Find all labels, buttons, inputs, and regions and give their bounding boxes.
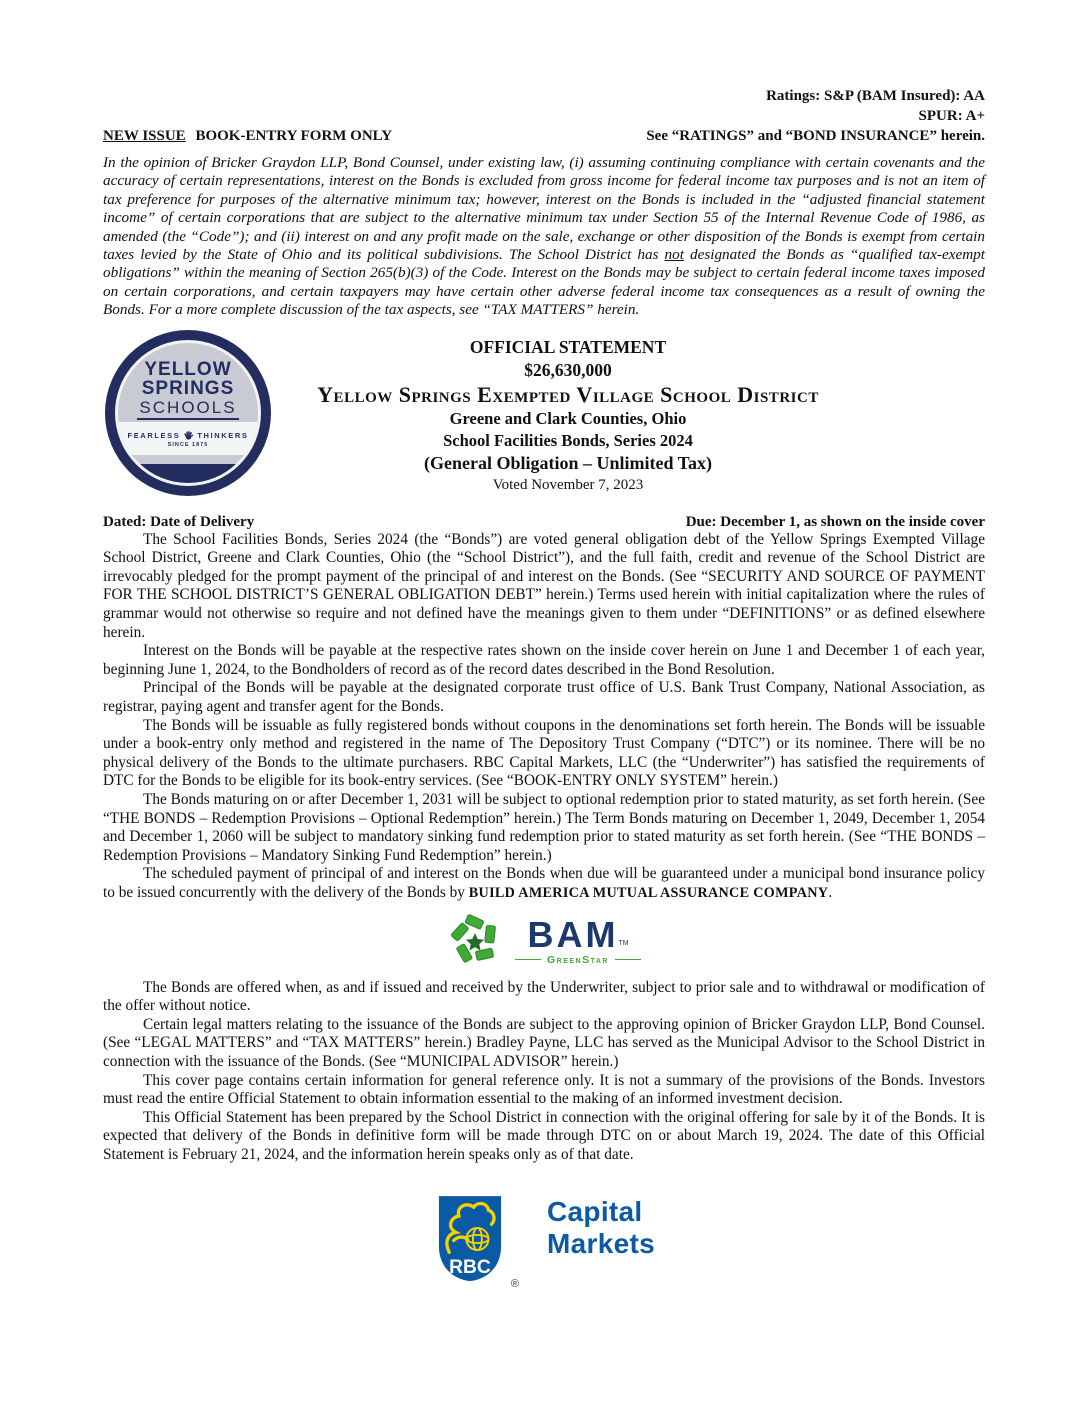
- rbc-shield-wrap: [433, 1186, 520, 1292]
- see-ratings-note: See “RATINGS” and “BOND INSURANCE” herein.: [646, 128, 985, 144]
- trademark-symbol: TM: [618, 939, 629, 947]
- issue-row: [103, 128, 985, 145]
- official-statement-heading: OFFICIAL STATEMENT: [469, 336, 667, 357]
- registered-symbol: ®: [510, 1278, 520, 1291]
- body-paragraph-9: This cover page contains certain information for general reference only. It is not a summary of the provisions of the Bonds. Investors must read the entire Official Statement to obtain information essential to the making of an informed investment decision.: [103, 1071, 985, 1108]
- counties-line: Greene and Clark Counties, Ohio: [449, 408, 687, 428]
- dated-due-row: [103, 514, 985, 531]
- seal-text: [118, 343, 258, 448]
- tagline-rule-left: [515, 959, 541, 960]
- rbc-lion-shield-icon: [433, 1186, 507, 1292]
- motto-thinkers: THINKERS: [197, 430, 249, 440]
- body-paragraph-6: [103, 865, 985, 902]
- seal-line-schools-wrap: [118, 399, 258, 420]
- spur-line: SPUR: A+: [918, 108, 985, 124]
- body-paragraph-1: The School Facilities Bonds, Series 2024 (the “Bonds”) are voted general obligation debt of the Yellow Springs Exempted Village School District, Greene and Clark Counties, Ohio (the “School District”), and the full faith, credit and revenue of the School District are irrevocably pledged for the prompt payment of the principal of and interest on the Bonds. (See “SECURITY AND SOURCE OF PAYMENT FOR THE SCHOOL DISTRICT’S GENERAL OBLIGATION DEBT” herein.) Terms used herein with initial capitalization where the rules of grammar would not otherwise so require and not defined have the meanings given to them under “DEFINITIONS” or as defined elsewhere herein.: [103, 530, 985, 641]
- seal-motto: [118, 430, 258, 441]
- bond-counsel-opinion-paragraph: [103, 154, 985, 320]
- bam-greenstar-icon: [447, 914, 503, 970]
- seal-line-springs: SPRINGS: [141, 377, 235, 399]
- insurance-text: The scheduled payment of principal of and interest on the Bonds when due will be guaranteed under a municipal bond insurance policy to be issued concurrently with the delivery of the Bonds by: [103, 865, 985, 901]
- seal-navy-band: [118, 464, 258, 482]
- motto-fearless: FEARLESS: [127, 430, 181, 440]
- markets-line: Markets: [547, 1228, 655, 1260]
- body-paragraph-7: The Bonds are offered when, as and if issued and received by the Underwriter, subject to prior sale and to withdrawal or modification of the offer without notice.: [103, 978, 985, 1015]
- dated-label: Dated: Date of Delivery: [103, 513, 255, 530]
- book-entry-text: BOOK-ENTRY FORM ONLY: [195, 128, 393, 144]
- bam-name-row: [527, 913, 629, 955]
- rbc-capital-markets-logo: [103, 1186, 985, 1292]
- bam-tagline-row: [515, 954, 641, 966]
- new-issue-label: [103, 128, 398, 145]
- body-paragraph-4: The Bonds will be issuable as fully registered bonds without coupons in the denominations set forth herein. The Bonds will be issuable under a book-entry only method and registered in the name of The Depository Trust Company (“DTC”) or its nominee. There will be no physical delivery of the Bonds to the ultimate purchasers. RBC Capital Markets, LLC (the “Underwriter”) has satisfied the requirements of DTC for the Bonds to be eligible for its book-entry services. (See “BOOK-ENTRY ONLY SYSTEM” herein.): [103, 716, 985, 790]
- capital-markets-wordmark: [547, 1196, 655, 1260]
- bam-tagline: GreenStar: [547, 953, 609, 966]
- ratings-block: [103, 86, 985, 126]
- opinion-not-underlined: not: [664, 246, 684, 264]
- handprint-icon: [183, 430, 194, 441]
- par-amount: $26,630,000: [524, 359, 612, 380]
- title-section: [103, 336, 985, 506]
- bam-wordmark: [515, 913, 641, 966]
- district-name: Yellow Springs Exempted Village School District: [317, 381, 819, 407]
- obligation-line: (General Obligation – Unlimited Tax): [423, 452, 713, 473]
- opinion-part1: In the opinion of Bricker Graydon LLP, Bond Counsel, under existing law, (i) assuming continuing compliance with certain covenants and the accuracy of certain representations, interest on the Bonds is excluded from gross income for federal income tax purposes and is not an item of tax preference for purposes of the alternative minimum tax; however, interest on the Bonds is included in the “adjusted financial statement income” of certain corporations that are subject to the alternative minimum tax under Section 55 of the Internal Revenue Code of 1986, as amended (the “Code”); and (ii) interest on and any profit made on the sale, exchange or other disposition of the Bonds is exempt from certain taxes levied by the State of Ohio and its political subdivisions. The School District has: [103, 154, 985, 264]
- tagline-rule-right: [615, 959, 641, 960]
- opinion-part2: designated the Bonds as “qualified tax-exempt obligations” within the meaning of Section 265(b)(3) of the Code. Interest on the Bonds may be subject to certain federal income taxes imposed on certain corporations, and certain taxpayers may have certain other adverse federal income tax consequences as a result of owning the Bonds. For a more complete discussion of the tax aspects, see “TAX MATTERS” herein.: [103, 246, 985, 319]
- series-line: School Facilities Bonds, Series 2024: [443, 430, 693, 450]
- due-label: Due: December 1, as shown on the inside cover: [685, 513, 985, 530]
- body-paragraph-2: Interest on the Bonds will be payable at the respective rates shown on the inside cover herein on June 1 and December 1 of each year, beginning June 1, 2024, to the Bondholders of record as of the record dates described in the Bond Resolution.: [103, 642, 985, 678]
- body-paragraph-5: The Bonds maturing on or after December 1, 2031 will be subject to optional redemption prior to stated maturity, as set forth herein. (See “THE BONDS – Redemption Provisions – Optional Redemption” herein.) The Term Bonds maturing on December 1, 2049, December 1, 2054 and December 1, 2060 will be subject to mandatory sinking fund redemption prior to stated maturity as set forth herein. (See “THE BONDS – Redemption Provisions – Mandatory Sinking Fund Redemption” herein.): [103, 790, 985, 864]
- ratings-line: Ratings: S&P (BAM Insured): AA: [766, 88, 985, 104]
- yellow-springs-schools-seal: [105, 330, 271, 496]
- seal-since: SINCE 1875: [167, 441, 209, 448]
- voted-line: Voted November 7, 2023: [492, 476, 644, 493]
- capital-line: Capital: [547, 1196, 643, 1228]
- body-paragraph-10: This Official Statement has been prepared by the School District in connection with the original offering for sale by it of the Bonds. It is expected that delivery of the Bonds in definitive form will be made through DTC on or about March 19, 2024. The date of this Official Statement is February 21, 2024, and the information herein speaks only as of that date.: [103, 1108, 985, 1163]
- seal-inner-disc: [115, 340, 261, 486]
- body-paragraph-3: Principal of the Bonds will be payable at the designated corporate trust office of U.S. Bank Trust Company, National Association, as registrar, paying agent and transfer agent for the Bonds.: [103, 679, 985, 715]
- seal-line-schools: SCHOOLS: [137, 399, 238, 420]
- bam-name: BAM: [527, 913, 619, 955]
- insurer-name: BUILD AMERICA MUTUAL ASSURANCE COMPANY: [468, 884, 829, 901]
- body-paragraph-8: Certain legal matters relating to the issuance of the Bonds are subject to the approving opinion of Bricker Graydon LLP, Bond Counsel. (See “LEGAL MATTERS” and “TAX MATTERS” herein.) Bradley Payne, LLC has served as the Municipal Advisor to the School District in connection with the issuance of the Bonds. (See “MUNICIPAL ADVISOR” herein.): [103, 1015, 985, 1070]
- rbc-shield-text: RBC: [449, 1257, 491, 1279]
- bam-logo: [103, 913, 985, 971]
- insurance-period: .: [828, 883, 833, 901]
- page-content: [103, 86, 985, 1292]
- new-issue-text: NEW ISSUE: [103, 128, 186, 144]
- seal-line-yellow: YELLOW: [144, 358, 232, 380]
